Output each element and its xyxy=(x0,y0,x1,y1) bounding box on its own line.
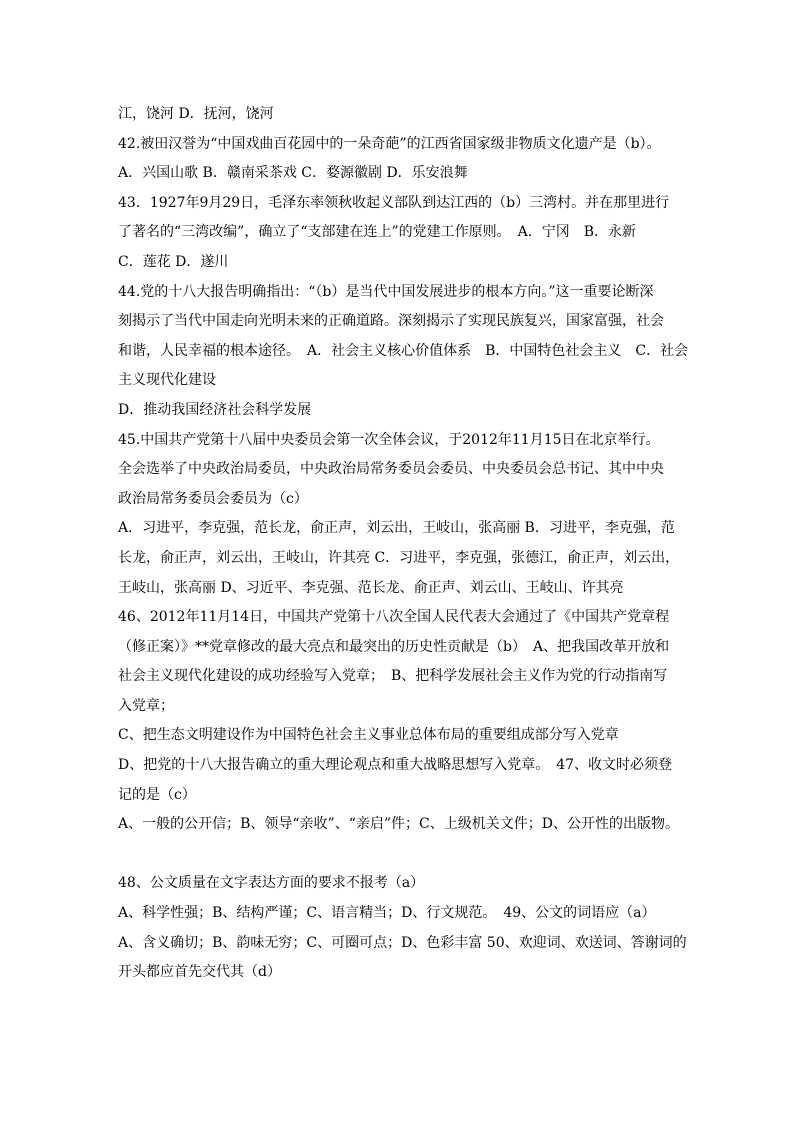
question-46-stem: 46、2012年11月14日，中国共产党第十八次全国人民代表大会通过了《中国共产党章程 xyxy=(118,609,670,626)
text-line: 刻揭示了当代中国走向光明未来的正确道路。深刻揭示了实现民族复兴，国家富强，社会 xyxy=(118,313,664,330)
document-body xyxy=(118,100,689,988)
question-42-options: A．兴国山歌 B．赣南采茶戏 C．婺源徽剧 D．乐安浪舞 xyxy=(118,165,468,182)
question-45-options: A．习进平，李克强，范长龙，俞正声，刘云出，王岐山，张高丽 B．习进平，李克强，范 xyxy=(118,520,675,537)
text-line: 入党章； xyxy=(118,697,174,714)
text-line: （修正案）》**党章修改的最大亮点和最突出的历史性贡献是（b） A、把我国改革开放和 xyxy=(118,638,670,655)
text-line: 了著名的“三湾改编”，确立了“支部建在连上”的党建工作原则。 A．宁冈 B．永新 xyxy=(118,224,637,241)
text-line: 全会选举了中央政治局委员，中央政治局常务委员会委员、中央委员会总书记、其中中央 xyxy=(118,461,664,478)
question-45-stem: 45.中国共产党第十八届中央委员会第一次全体会议，于2012年11月15日在北京举行。 xyxy=(118,431,660,448)
text-line: 长龙，俞正声，刘云出，王岐山，许其亮 C．习进平，李克强，张德江，俞正声，刘云出， xyxy=(118,549,680,566)
text-line: C、把生态文明建设作为中国特色社会主义事业总体布局的重要组成部分写入党章 xyxy=(118,727,619,744)
text-line: 主义现代化建设 xyxy=(118,372,216,389)
question-43-stem: 43．1927年9月29日，毛泽东率领秋收起义部队到达江西的（b）三湾村。并在那里进行 xyxy=(118,194,670,211)
text-line: C．莲花 D．遂川 xyxy=(118,253,229,270)
question-44-stem: 44.党的十八大报告明确指出：“（b）是当代中国发展进步的根本方向。”这一重要论断深 xyxy=(118,283,654,300)
text-line: 社会主义现代化建设的成功经验写入党章； B、把科学发展社会主义作为党的行动指南写 xyxy=(118,668,668,685)
text-line: A、含义确切；B、韵味无穷；C、可圈可点；D、色彩丰富 50、欢迎词、欢送词、答谢词的 xyxy=(118,934,687,951)
text-line: 江，饶河 D．抚河，饶河 xyxy=(118,106,274,122)
text-line: 开头都应首先交代其（d） xyxy=(118,964,281,981)
question-42-stem: 42.被田汉誉为“中国戏曲百花园中的一朵奇葩”的江西省国家级非物质文化遗产是（b）。 xyxy=(118,135,661,152)
question-48-stem: 48、公文质量在文字表达方面的要求不报考（a） xyxy=(118,875,425,892)
text-line: D、把党的十八大报告确立的重大理论观点和重大战略思想写入党章。 47、收文时必须登 xyxy=(118,757,673,774)
text-line: 和谐，人民幸福的根本途径。 A．社会主义核心价值体系 B．中国特色社会主义 C．社会 xyxy=(118,342,689,359)
text-line: 记的是（c） xyxy=(118,786,196,803)
blank-line xyxy=(118,840,678,870)
text-line: 政治局常务委员会委员为（c） xyxy=(118,490,308,507)
text-line: D．推动我国经济社会科学发展 xyxy=(118,401,312,418)
text-line: A、科学性强；B、结构严谨；C、语言精当；D、行文规范。 49、公文的词语应（a） xyxy=(118,905,656,922)
question-47-options: A、一般的公开信；B、领导“亲收”、“亲启”件；C、上级机关文件；D、公开性的出版物。 xyxy=(118,816,679,833)
text-line: 王岐山，张高丽 D、习近平、李克强、范长龙、俞正声、刘云山、王岐山、许其亮 xyxy=(118,579,624,596)
